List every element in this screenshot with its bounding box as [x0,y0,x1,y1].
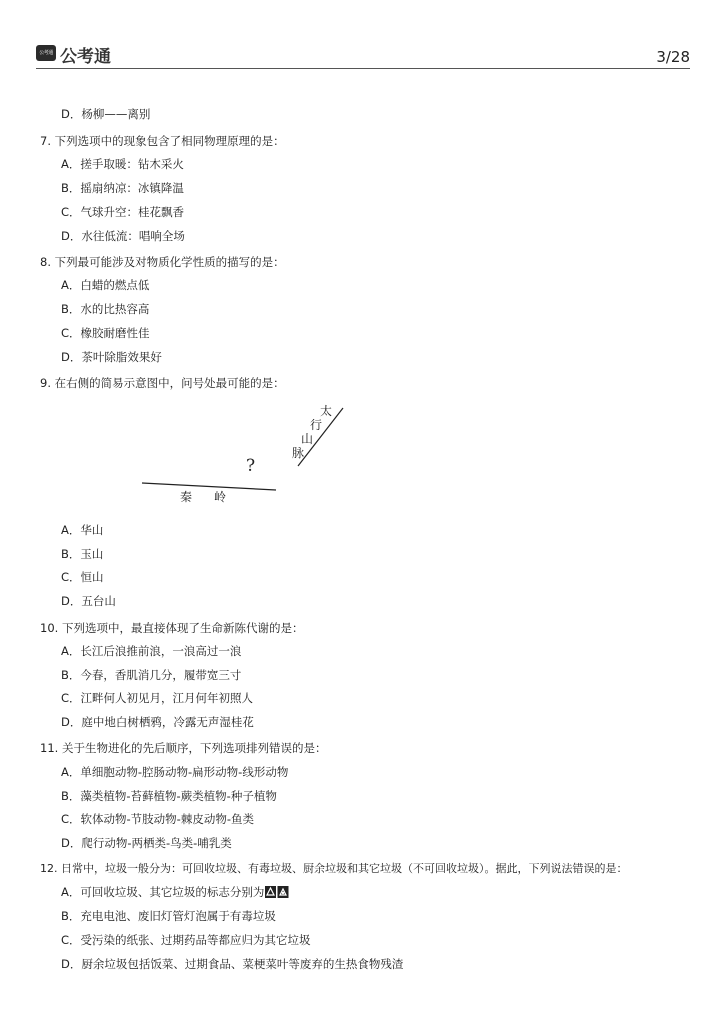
option-line: C．气球升空：桂花飘香 [61,205,185,219]
option-line: B．藻类植物-苔藓植物-蕨类植物-种子植物 [61,789,277,803]
option-line: D．杨柳——离别 [61,107,151,121]
option-line: A．白蜡的燃点低 [61,278,150,292]
option-line: C．恒山 [61,570,104,584]
taihang-label-3: 山 [301,432,314,446]
option-line: D．庭中地白树栖鸦，冷露无声湿桂花 [61,715,254,729]
option-line: A．搓手取暖：钻木采火 [61,157,184,171]
question-stem: 7. 下列选项中的现象包含了相同物理原理的是： [40,134,285,148]
brand-name: 公考通 [60,47,111,67]
question-mark: ? [246,456,256,476]
taihang-label-4: 脉 [292,446,305,460]
question-stem: 11. 关于生物进化的先后顺序，下列选项排列错误的是： [40,741,327,755]
option-line: D．水往低流：唱响全场 [61,229,185,243]
option-line: B．摇扇纳凉：冰镇降温 [61,181,184,195]
qinling-line [142,483,276,490]
option-text: A．可回收垃圾、其它垃圾的标志分别为 [61,885,265,899]
option-line: B．今春，香肌消几分，履带宽三寸 [61,668,242,682]
option-line: D．爬行动物-两栖类-鸟类-哺乳类 [61,836,232,850]
question-stem: 10. 下列选项中，最直接体现了生命新陈代谢的是： [40,621,304,635]
option-line: C．江畔何人初见月，江月何年初照人 [61,691,254,705]
logo-icon: 公考通 [36,45,56,61]
option-line: B．充电电池、废旧灯管灯泡属于有毒垃圾 [61,909,276,923]
option-line: A．长江后浪推前浪，一浪高过一浪 [61,644,242,658]
diagram-lines [130,398,370,510]
question-stem: 9. 在右侧的简易示意图中，问号处最可能的是： [40,376,285,390]
recycle-symbols-icon [265,886,289,901]
option-line: C．橡胶耐磨性佳 [61,326,150,340]
taihang-label-2: 行 [310,418,323,432]
option-line: D．厨余垃圾包括饭菜、过期食品、菜梗菜叶等废弃的生热食物残渣 [61,957,404,971]
question-stem: 12. 日常中，垃圾一般分为：可回收垃圾、有毒垃圾、厨余垃圾和其它垃圾（不可回收垃圾）。据此，下列说法错误的是： [40,862,628,875]
page-number: 3/28 [656,48,690,66]
option-line: B．水的比热容高 [61,302,150,316]
option-line: B．玉山 [61,547,104,561]
page-header [36,42,690,70]
question-stem: 8. 下列最可能涉及对物质化学性质的描写的是： [40,255,285,269]
option-line: A．华山 [61,523,104,537]
qinling-label-1: 秦 [180,490,193,504]
qinling-label-2: 岭 [214,490,227,504]
map-diagram [130,398,370,510]
option-line: C．软体动物-节肢动物-棘皮动物-鱼类 [61,812,254,826]
option-line: D．五台山 [61,594,116,608]
option-line: D．茶叶除脂效果好 [61,350,162,364]
option-line [61,885,289,901]
option-line: C．受污染的纸张、过期药品等都应归为其它垃圾 [61,933,311,947]
taihang-label-1: 太 [320,404,333,418]
header-divider [36,68,690,69]
option-line: A．单细胞动物-腔肠动物-扁形动物-线形动物 [61,765,289,779]
